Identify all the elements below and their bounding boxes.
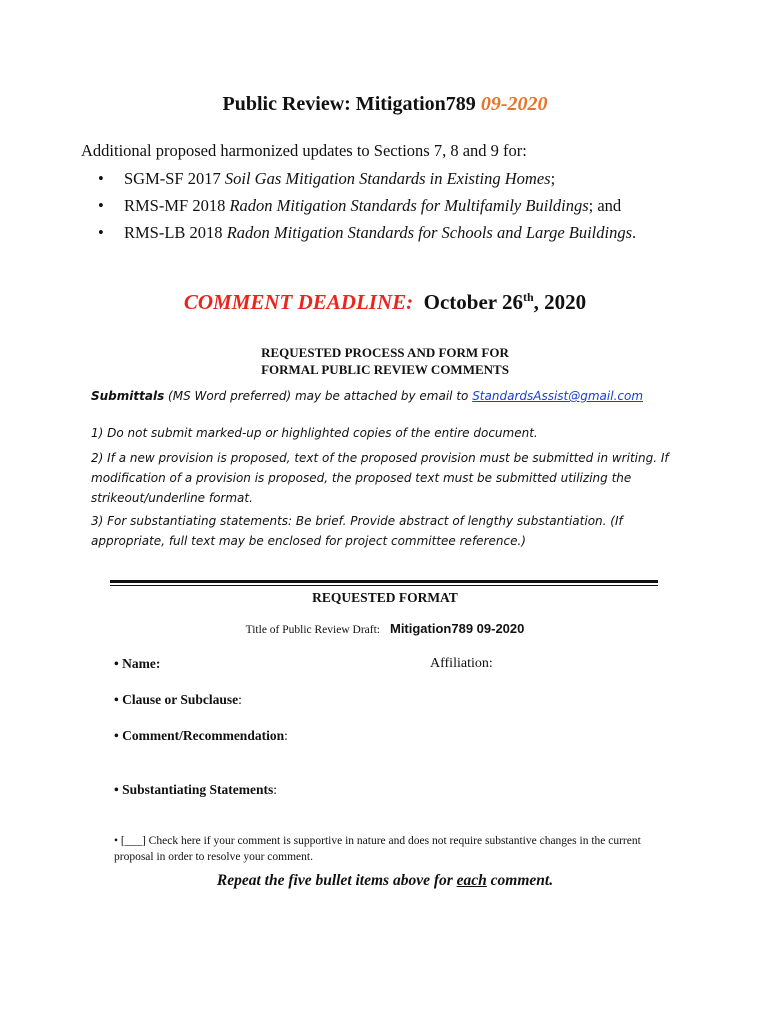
deadline-label: COMMENT DEADLINE:	[183, 290, 414, 314]
standard-title: Radon Mitigation Standards for Schools and Large Buildings	[226, 223, 633, 242]
standard-code: RMS-MF 2018	[124, 196, 226, 215]
title-main: Public Review: Mitigation789	[222, 93, 476, 115]
instruction-2: 2) If a new provision is proposed, text of the proposed provision must be submitted in writing. If modification of a provision is proposed, the proposed text must be submitted utilizing the strikeout/underline format.	[91, 451, 669, 505]
instruction-3: 3) For substantiating statements: Be brief. Provide abstract of lengthy substantiation. (If appropriate, full text may be enclosed for project committee reference.)	[91, 514, 623, 548]
instruction-1: 1) Do not submit marked-up or highlighted copies of the entire document.	[91, 426, 538, 440]
standard-suffix: ; and	[588, 196, 622, 215]
draft-title-row	[0, 620, 770, 638]
comment-field-label: • Comment/Recommendation:	[114, 728, 288, 743]
deadline-date: October 26th, 2020	[423, 290, 587, 314]
standard-suffix: ;	[550, 169, 556, 188]
bullet-icon: •	[98, 169, 104, 188]
divider-thick	[110, 580, 658, 583]
draft-title-label: Title of Public Review Draft:	[245, 624, 380, 636]
standard-suffix: .	[632, 223, 637, 242]
submittals-text: Submittals (MS Word preferred) may be attached by email to StandardsAssist@gmail.com	[91, 389, 644, 403]
standard-code: RMS-LB 2018	[124, 223, 223, 242]
comment-deadline	[0, 290, 770, 315]
repeat-instruction: Repeat the five bullet items above for each comment.	[216, 872, 554, 889]
list-item	[98, 195, 684, 216]
bullet-icon: •	[98, 196, 104, 215]
intro-text: Additional proposed harmonized updates to Sections 7, 8 and 9 for:	[81, 141, 527, 160]
list-item	[98, 222, 684, 243]
standard-title: Radon Mitigation Standards for Multifamily Buildings	[229, 196, 589, 215]
standard-code: SGM-SF 2017	[124, 169, 221, 188]
clause-field-label: • Clause or Subclause:	[114, 692, 242, 707]
bullet-icon: •	[98, 223, 104, 242]
affiliation-field-label: Affiliation:	[430, 656, 493, 671]
submittals-label: Submittals	[91, 389, 165, 403]
title-date: 09-2020	[480, 93, 548, 115]
process-heading	[0, 344, 770, 378]
process-heading-line1: REQUESTED PROCESS AND FORM FOR	[261, 345, 509, 360]
supportive-checkbox-text: • [___] Check here if your comment is supportive in nature and does not require substantive changes in the current proposal in order to resolve your comment.	[114, 835, 641, 863]
draft-title-value: Mitigation789 09-2020	[389, 621, 525, 636]
standards-list	[98, 168, 684, 249]
list-item	[98, 168, 684, 189]
format-heading: REQUESTED FORMAT	[312, 590, 458, 605]
process-heading-line2: FORMAL PUBLIC REVIEW COMMENTS	[261, 362, 509, 377]
divider-thin	[110, 585, 658, 586]
page-title	[0, 93, 770, 116]
standard-title: Soil Gas Mitigation Standards in Existing Homes	[224, 169, 551, 188]
name-field-label: • Name:	[114, 656, 161, 671]
substantiating-field-label: • Substantiating Statements:	[114, 782, 278, 797]
email-link[interactable]: StandardsAssist@gmail.com	[472, 389, 644, 403]
